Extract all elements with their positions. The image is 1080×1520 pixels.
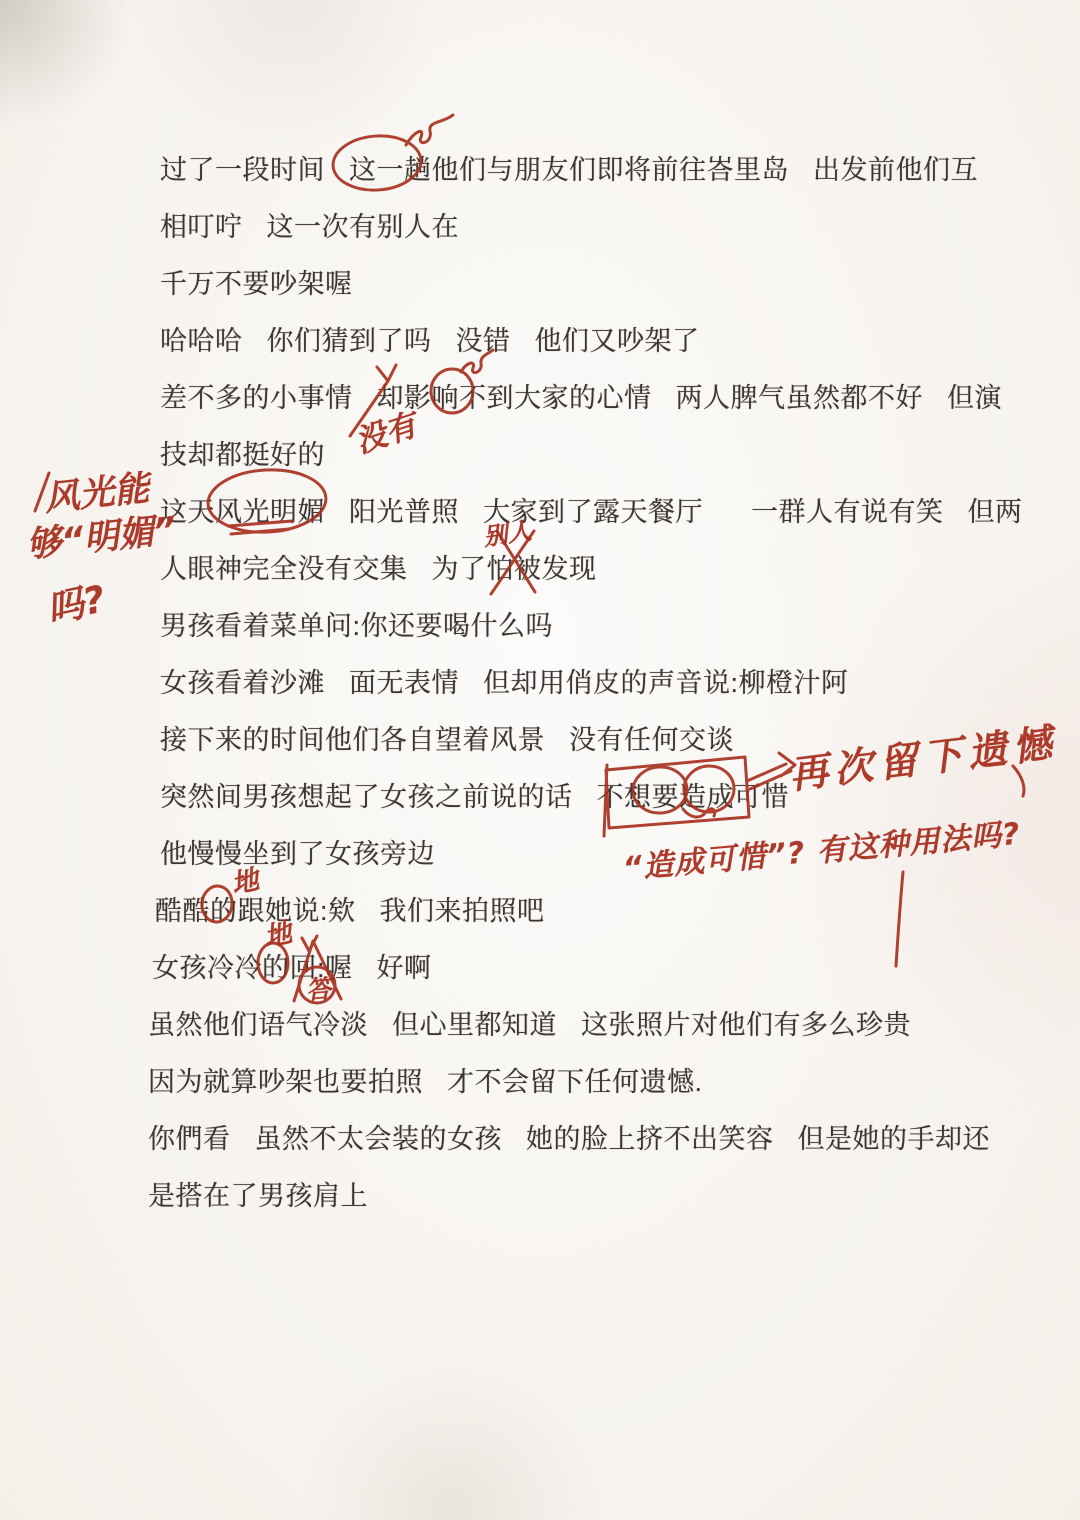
script-line-1: 过了一段时间 这一趟他们与朋友们即将前往峇里岛 出发前他们互 xyxy=(160,155,979,185)
script-line-9: 男孩看着菜单问:你还要喝什么吗 xyxy=(160,611,554,641)
correction-text-meiyou: 没有 xyxy=(351,407,422,461)
stray-tail-stroke xyxy=(896,872,903,966)
margin-note-line-2: 够“明媚” xyxy=(24,510,179,566)
script-line-10: 女孩看着沙滩 面无表情 但却用俏皮的声音说:柳橙汁阿 xyxy=(160,668,849,698)
script-line-7: 这天风光明媚 阳光普照 大家到了露天餐厅 一群人有说有笑 但两 xyxy=(160,497,1023,527)
script-line-16: 虽然他们语气冷淡 但心里都知道 这张照片对他们有多么珍贵 xyxy=(148,1010,912,1040)
particle-correction-di-2: 地 xyxy=(261,917,295,954)
script-line-3: 千万不要吵架喔 xyxy=(160,269,353,299)
script-line-15: 女孩冷冷的回:喔 好啊 xyxy=(152,953,432,983)
script-line-8: 人眼神完全没有交集 为了怕被发现 xyxy=(160,554,597,584)
margin-note-line-1: 风光能 xyxy=(42,468,152,520)
script-line-17: 因为就算吵架也要拍照 才不会留下任何遗憾. xyxy=(148,1067,703,1097)
script-line-13: 他慢慢坐到了女孩旁边 xyxy=(160,839,435,869)
script-line-18: 你們看 虽然不太会装的女孩 她的脸上挤不出笑容 但是她的手却还 xyxy=(148,1124,991,1154)
insertion-text-bieren: 别人 xyxy=(481,516,534,552)
margin-note-line-3: 吗? xyxy=(42,577,110,632)
insertion-text-da: 答 xyxy=(304,973,333,1006)
script-line-11: 接下来的时间他们各自望着风景 没有任何交谈 xyxy=(160,725,735,755)
note-text-zaici-liuxia-yihan: 再次留下遗憾 xyxy=(786,720,1061,799)
script-line-12: 突然间男孩想起了女孩之前说的话 不想要造成可惜 xyxy=(160,782,790,812)
script-line-19: 是搭在了男孩肩上 xyxy=(148,1181,368,1211)
script-line-2: 相叮咛 这一次有别人在 xyxy=(160,212,460,242)
script-line-5: 差不多的小事情 却影响不到大家的心情 两人脾气虽然都不好 但演 xyxy=(160,383,1003,413)
script-line-14: 酷酷的跟她说:欸 我们来拍照吧 xyxy=(155,896,545,926)
script-line-4: 哈哈哈 你们猜到了吗 没错 他们又吵架了 xyxy=(160,326,700,356)
script-line-6: 技却都挺好的 xyxy=(160,440,325,470)
deletion-pigtail-zheyitang xyxy=(406,115,453,145)
particle-correction-di-1: 地 xyxy=(228,864,262,901)
note-text-usage-question: “造成可惜”? 有这种用法吗? xyxy=(621,816,1022,887)
